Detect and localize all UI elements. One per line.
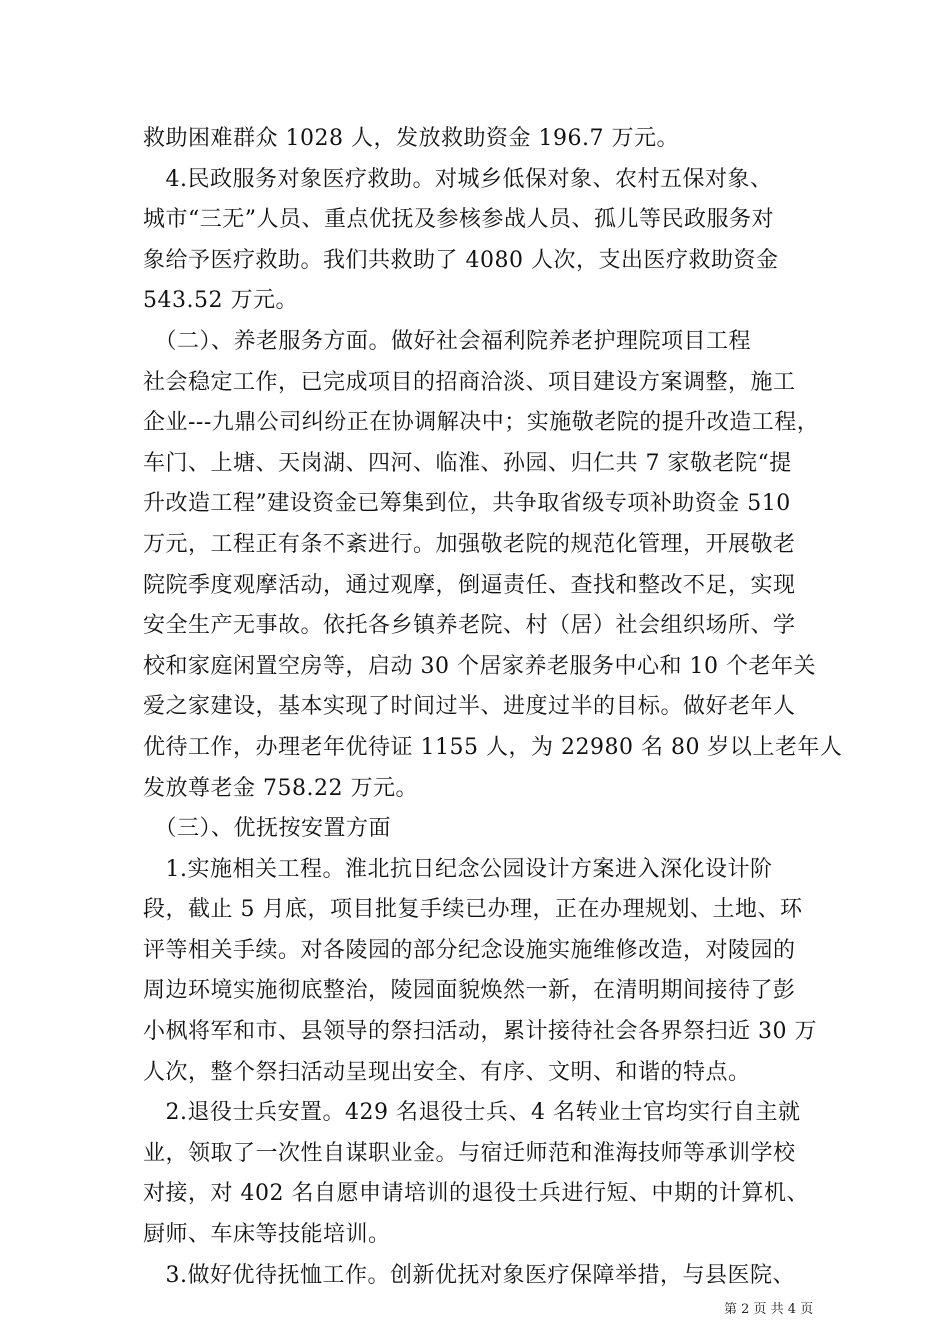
text-line: 城市“三无”人员、重点优抚及参核参战人员、孤儿等民政服务对 <box>143 207 774 233</box>
text-line: 发放尊老金 758.22 万元。 <box>143 775 418 801</box>
text-line: 企业---九鼎公司纠纷正在协调解决中；实施敬老院的提升改造工程， <box>143 410 820 436</box>
text-line: （三）、优抚按安置方面 <box>143 816 392 842</box>
text-line: 升改造工程”建设资金已筹集到位，共争取省级专项补助资金 510 <box>143 491 791 517</box>
text-line: 人次，整个祭扫活动呈现出安全、有序、文明、和谐的特点。 <box>143 1059 751 1085</box>
text-line: 厨师、车床等技能培训。 <box>143 1222 391 1248</box>
text-line: 3.做好优待抚恤工作。创新优抚对象医疗保障举措，与县医院、 <box>143 1262 795 1288</box>
text-line: 对接，对 402 名自愿申请培训的退役士兵进行短、中期的计算机、 <box>143 1181 809 1207</box>
text-line: 万元，工程正有条不紊进行。加强敬老院的规范化管理，开展敬老 <box>143 531 796 557</box>
text-line: （二）、养老服务方面。做好社会福利院养老护理院项目工程 <box>143 328 752 354</box>
text-line: 业，领取了一次性自谋职业金。与宿迁师范和淮海技师等承训学校 <box>143 1140 796 1166</box>
text-line: 安全生产无事故。依托各乡镇养老院、村（居）社会组织场所、学 <box>143 613 796 639</box>
text-line: 1.实施相关工程。淮北抗日纪念公园设计方案进入深化设计阶 <box>143 856 773 882</box>
text-line: 车门、上塘、天岗湖、四河、临淮、孙园、归仁共 7 家敬老院“提 <box>143 450 792 476</box>
text-line: 校和家庭闲置空房等，启动 30 个居家养老服务中心和 10 个老年关 <box>143 653 816 679</box>
text-line: 543.52 万元。 <box>143 288 298 314</box>
document-body <box>143 119 843 1296</box>
text-line: 院院季度观摩活动，通过观摩，倒逼责任、查找和整改不足，实现 <box>143 572 796 598</box>
text-line: 评等相关手续。对各陵园的部分纪念设施实施维修改造，对陵园的 <box>143 937 796 963</box>
text-line: 4.民政服务对象医疗救助。对城乡低保对象、农村五保对象、 <box>143 166 773 192</box>
text-line: 2.退役士兵安置。429 名退役士兵、4 名转业士官均实行自主就 <box>143 1100 801 1126</box>
text-line: 段，截止 5 月底，项目批复手续已办理，正在办理规划、土地、环 <box>143 897 803 923</box>
text-line: 救助困难群众 1028 人，发放救助资金 196.7 万元。 <box>143 126 679 151</box>
text-line: 象给予医疗救助。我们共救助了 4080 人次，支出医疗救助资金 <box>143 247 779 273</box>
text-line: 小枫将军和市、县领导的祭扫活动，累计接待社会各界祭扫近 30 万 <box>143 1019 817 1045</box>
text-line: 优待工作，办理老年优待证 1155 人，为 22980 名 80 岁以上老年人 <box>143 734 843 760</box>
text-line: 爱之家建设，基本实现了时间过半、进度过半的目标。做好老年人 <box>143 694 796 720</box>
page-number-footer: 第 2 页 共 4 页 <box>724 1302 814 1317</box>
text-line: 周边环境实施彻底整治，陵园面貌焕然一新，在清明期间接待了彭 <box>143 978 796 1004</box>
text-line: 社会稳定工作，已完成项目的招商洽淡、项目建设方案调整，施工 <box>143 369 796 395</box>
